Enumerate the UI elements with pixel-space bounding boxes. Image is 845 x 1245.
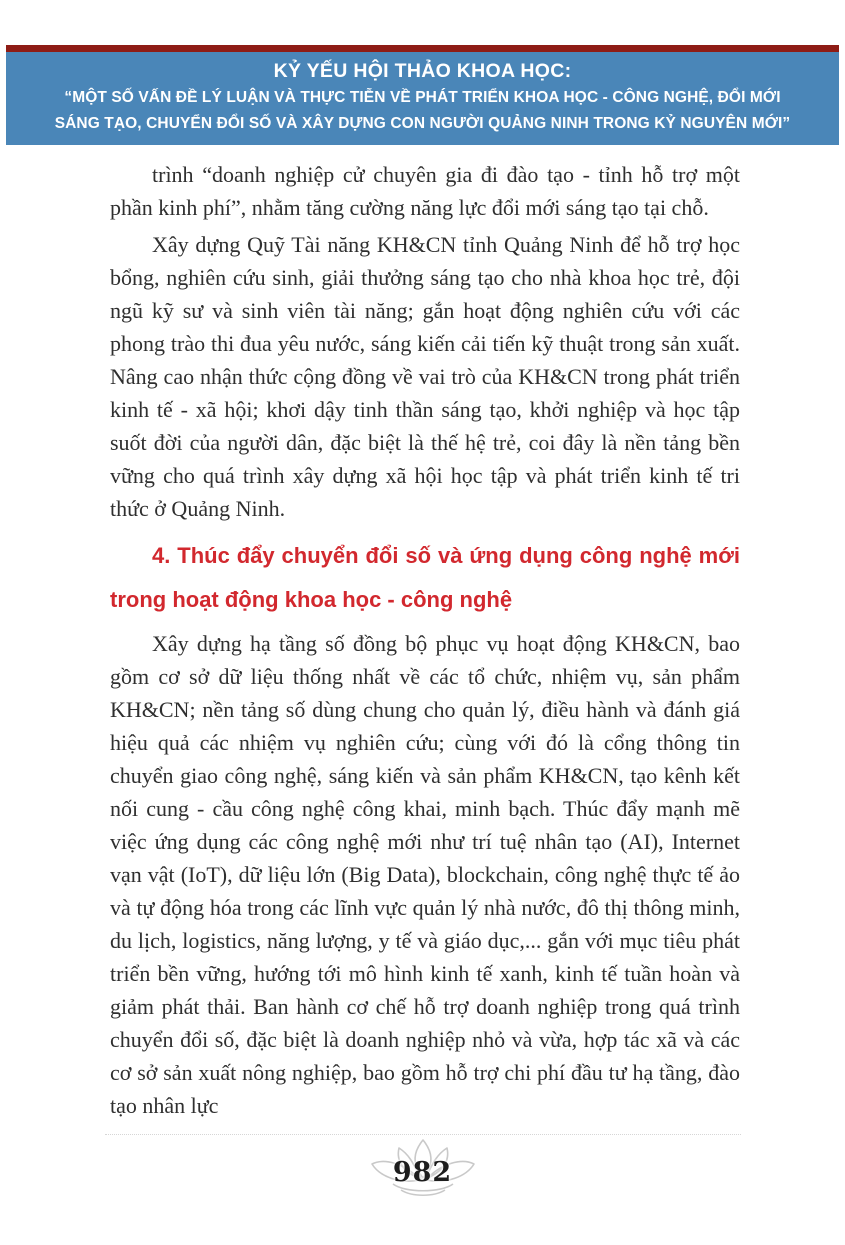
footer-separator-dotted-line xyxy=(105,1134,741,1135)
paragraph-training-continuation: trình “doanh nghiệp cử chuyên gia đi đào tạo - tỉnh hỗ trợ một phần kinh phí”, nhằm tăng cường năng lực đổi mới sáng tạo tại chỗ. xyxy=(110,162,740,220)
header-banner xyxy=(6,52,839,145)
page-footer xyxy=(0,1134,845,1199)
proceedings-subtitle-line2: SÁNG TẠO, CHUYỂN ĐỔI SỐ VÀ XÂY DỰNG CON NGƯỜI QUẢNG NINH TRONG KỶ NGUYÊN MỚI” xyxy=(54,115,791,132)
paragraph-digital-transformation: Xây dựng hạ tầng số đồng bộ phục vụ hoạt động KH&CN, bao gồm cơ sở dữ liệu thống nhất về các tổ chức, nhiệm vụ, sản phẩm KH&CN; nền tảng số dùng chung cho quản lý, điều hành và đánh giá hiệu quả các nhiệm vụ nghiên cứu; cùng với đó là cổng thông tin chuyển giao công nghệ, sáng kiến và sản phẩm KH&CN, tạo kênh kết nối cung - cầu công nghệ công khai, minh bạch. Thúc đẩy mạnh mẽ việc ứng dụng các công nghệ mới như trí tuệ nhân tạo (AI), Internet vạn vật (IoT), dữ liệu lớn (Big Data), blockchain, công nghệ thực tế ảo và tự động hóa trong các lĩnh vực quản lý nhà nước, đô thị thông minh, du lịch, logistics, năng lượng, y tế và giáo dục,... gắn với mục tiêu phát triển bền vững, hướng tới mô hình kinh tế xanh, kinh tế tuần hoàn và giảm phát thải. Ban hành cơ chế hỗ trợ doanh nghiệp trong quá trình chuyển đổi số, đặc biệt là doanh nghiệp nhỏ và vừa, hợp tác xã và các cơ sở sản xuất nông nghiệp, bao gồm hỗ trợ chi phí đầu tư hạ tầng, đào tạo nhân lực xyxy=(110,631,740,1118)
header-accent-bar xyxy=(6,45,839,52)
proceedings-title: KỶ YẾU HỘI THẢO KHOA HỌC: xyxy=(273,60,572,82)
page-number: 982 xyxy=(392,1157,453,1188)
proceedings-page xyxy=(0,45,845,1245)
document-page xyxy=(0,45,845,1245)
proceedings-subtitle-line1: “MỘT SỐ VẤN ĐỀ LÝ LUẬN VÀ THỰC TIỄN VỀ PHÁT TRIỂN KHOA HỌC - CÔNG NGHỆ, ĐỔI MỚI xyxy=(64,89,781,106)
section-heading-4: 4. Thúc đẩy chuyển đổi số và ứng dụng công nghệ mới trong hoạt động khoa học - công nghệ xyxy=(110,543,740,612)
body-text xyxy=(110,158,740,1122)
page-number-ornament xyxy=(361,1137,485,1199)
paragraph-talent-fund: Xây dựng Quỹ Tài năng KH&CN tỉnh Quảng Ninh để hỗ trợ học bổng, nghiên cứu sinh, giải thưởng sáng tạo cho nhà khoa học trẻ, đội ngũ kỹ sư và sinh viên tài năng; gắn hoạt động nghiên cứu với các phong trào thi đua yêu nước, sáng kiến cải tiến kỹ thuật trong sản xuất. Nâng cao nhận thức cộng đồng về vai trò của KH&CN trong phát triển kinh tế - xã hội; khơi dậy tinh thần sáng tạo, khởi nghiệp và học tập suốt đời của người dân, đặc biệt là thế hệ trẻ, coi đây là nền tảng bền vững cho quá trình xây dựng xã hội học tập và phát triển kinh tế tri thức ở Quảng Ninh. xyxy=(110,232,740,521)
